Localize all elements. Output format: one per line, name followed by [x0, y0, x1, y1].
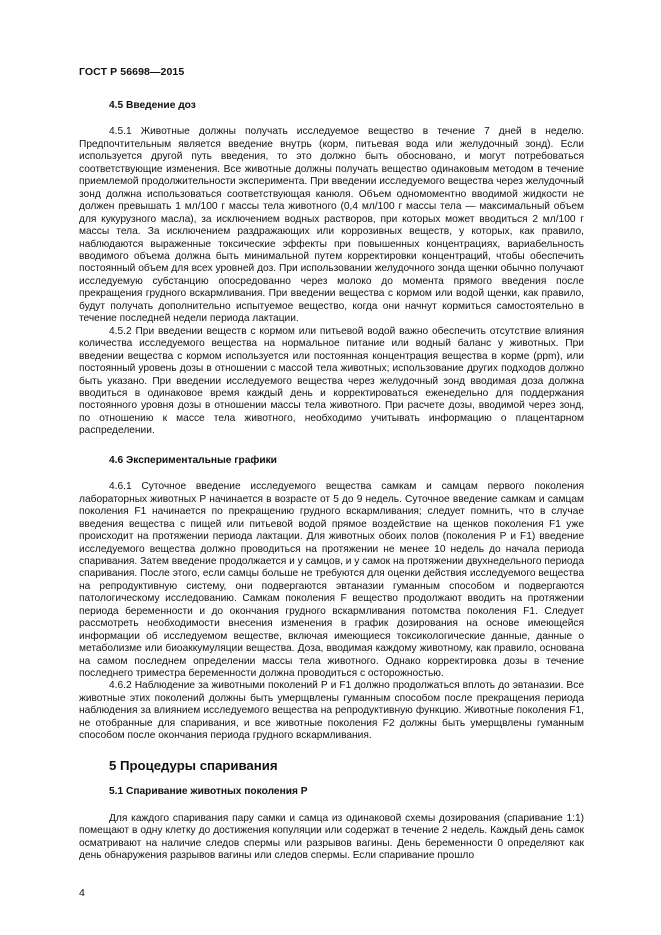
standard-header: ГОСТ Р 56698—2015	[79, 66, 185, 78]
section-heading-5-1: 5.1 Спаривание животных поколения Р	[109, 786, 308, 798]
page-number: 4	[79, 887, 85, 899]
paragraph-4-5-2: 4.5.2 При введении веществ с кормом или питьевой водой важно обеспечить отсутствие влияния количества исследуемого вещества на нормальное питание или водный баланс у животных. При введении вещества с кормом используется или постоянная концентрация вещества в корме (ppm), или постоянный уровень дозы в отношении с массой тела животных; использование других подходов должно быть указано. При введении исследуемого вещества через желудочный зонд вводимая доза должна вводиться в одинаковое время каждый день и корректироваться еженедельно для поддержания постоянного уровня дозы в отношении массы тела животного. При расчете дозы, вводимой через зонд, по отношению к массе тела животного, необходимо учитывать информацию о плацентарном распределении.	[79, 325, 584, 437]
section-heading-4-6: 4.6 Экспериментальные графики	[109, 454, 277, 466]
document-body	[79, 88, 584, 862]
paragraph-4-6-2: 4.6.2 Наблюдение за животными поколений Р и F1 должно продолжаться вплоть до эвтаназии. Все животные этих поколений должны быть умерщвлены гуманным способом после прекращения периода наблюдения за влиянием исследуемого вещества на репродуктивную функцию. Животные поколения F1, не отобранные для спаривания, и все животные поколения F2 должны быть умерщвлены гуманным способом после окончания периода грудного вскармливания.	[79, 680, 584, 742]
section-heading-4-5: 4.5 Введение доз	[109, 100, 196, 111]
paragraph-4-5-1: 4.5.1 Животные должны получать исследуемое вещество в течение 7 дней в неделю. Предпочтительным является введение внутрь (корм, питьевая вода или желудочный зонд). Если используется другой путь введения, то это должно быть обосновано, и могут потребоваться соответствующие изменения. Все животные должны получать вещество одинаковым методом в течение приемлемой продолжительности эксперимента. При введении исследуемого вещества через желудочный зонд должна использоваться соответствующая канюля. Объем одномоментно вводимой жидкости не должен превышать 1 мл/100 г массы тела животного (0,4 мл/100 г массы тела — максимальный объем для кукурузного масла), за исключением водных растворов, при которых может вводиться 2 мл/100 г массы тела. За исключением раздражающих или коррозивных веществ, у которых, как правило, наблюдаются выраженные токсические эффекты при повышенных концентрациях, вариабельность вводимого объема должна быть минимальной путем корректировки концентраций, чтобы обеспечить постоянный объем для всех уровней доз. При использовании желудочного зонда щенки обычно получают исследуемую субстанцию опосредованно через молоко до момента прямого введения после прекращения грудного вскармливания. При введении вещества с кормом или водой щенки, как правило, будут получать дополнительно испытуемое вещество, когда они начнут кормиться самостоятельно в течение последней недели периода лактации.	[79, 126, 584, 325]
chapter-heading-5: 5 Процедуры спаривания	[109, 757, 278, 773]
paragraph-5-1: Для каждого спаривания пару самки и самца из одинаковой схемы дозирования (спаривание 1:1) помещают в одну клетку до достижения копуляции или содержат в течение 2 недель. Каждый день самок осматривают на наличие следов спермы или разрывов вагины. День беременности 0 определяют как день обнаружения разрывов вагины или следов спермы. Если спаривание прошло	[79, 812, 584, 862]
paragraph-4-6-1: 4.6.1 Суточное введение исследуемого вещества самкам и самцам первого поколения лабораторных животных Р начинается в возрасте от 5 до 9 недель. Суточное введение самкам и самцам поколения F1 начинается по прекращению грудного вскармливания; следует помнить, что в случае введения вещества с пищей или питьевой водой прямое воздействие на щенков поколения F1 уже происходит на протяжении периода лактации. Для животных обоих полов (поколения Р и F1) введение исследуемого вещества должно проводиться на протяжении не менее 10 недель до начала периода спаривания. Затем введение продолжается и у самцов, и у самок на протяжении двухнедельного периода спаривания. После этого, если самцы больше не требуются для оценки действия исследуемого вещества на репродуктивную систему, они подвергаются эвтаназии гуманным способом и подвергаются патологическому исследованию. Самкам поколения F вещество продолжают вводить на протяжении периода беременности и до окончания грудного вскармливания потомства поколения F1. Следует рассмотреть необходимости внесения изменения в график дозирования на основе имеющейся информации об исследуемом веществе, включая имеющиеся токсикологические данные, данные о метаболизме или биоаккумуляции вещества. Доза, вводимая каждому животному, как правило, основана на самом последнем определении массы тела животного. Однако корректировка дозы в течение последнего триместра беременности должна проводиться с осторожностью.	[79, 481, 584, 680]
